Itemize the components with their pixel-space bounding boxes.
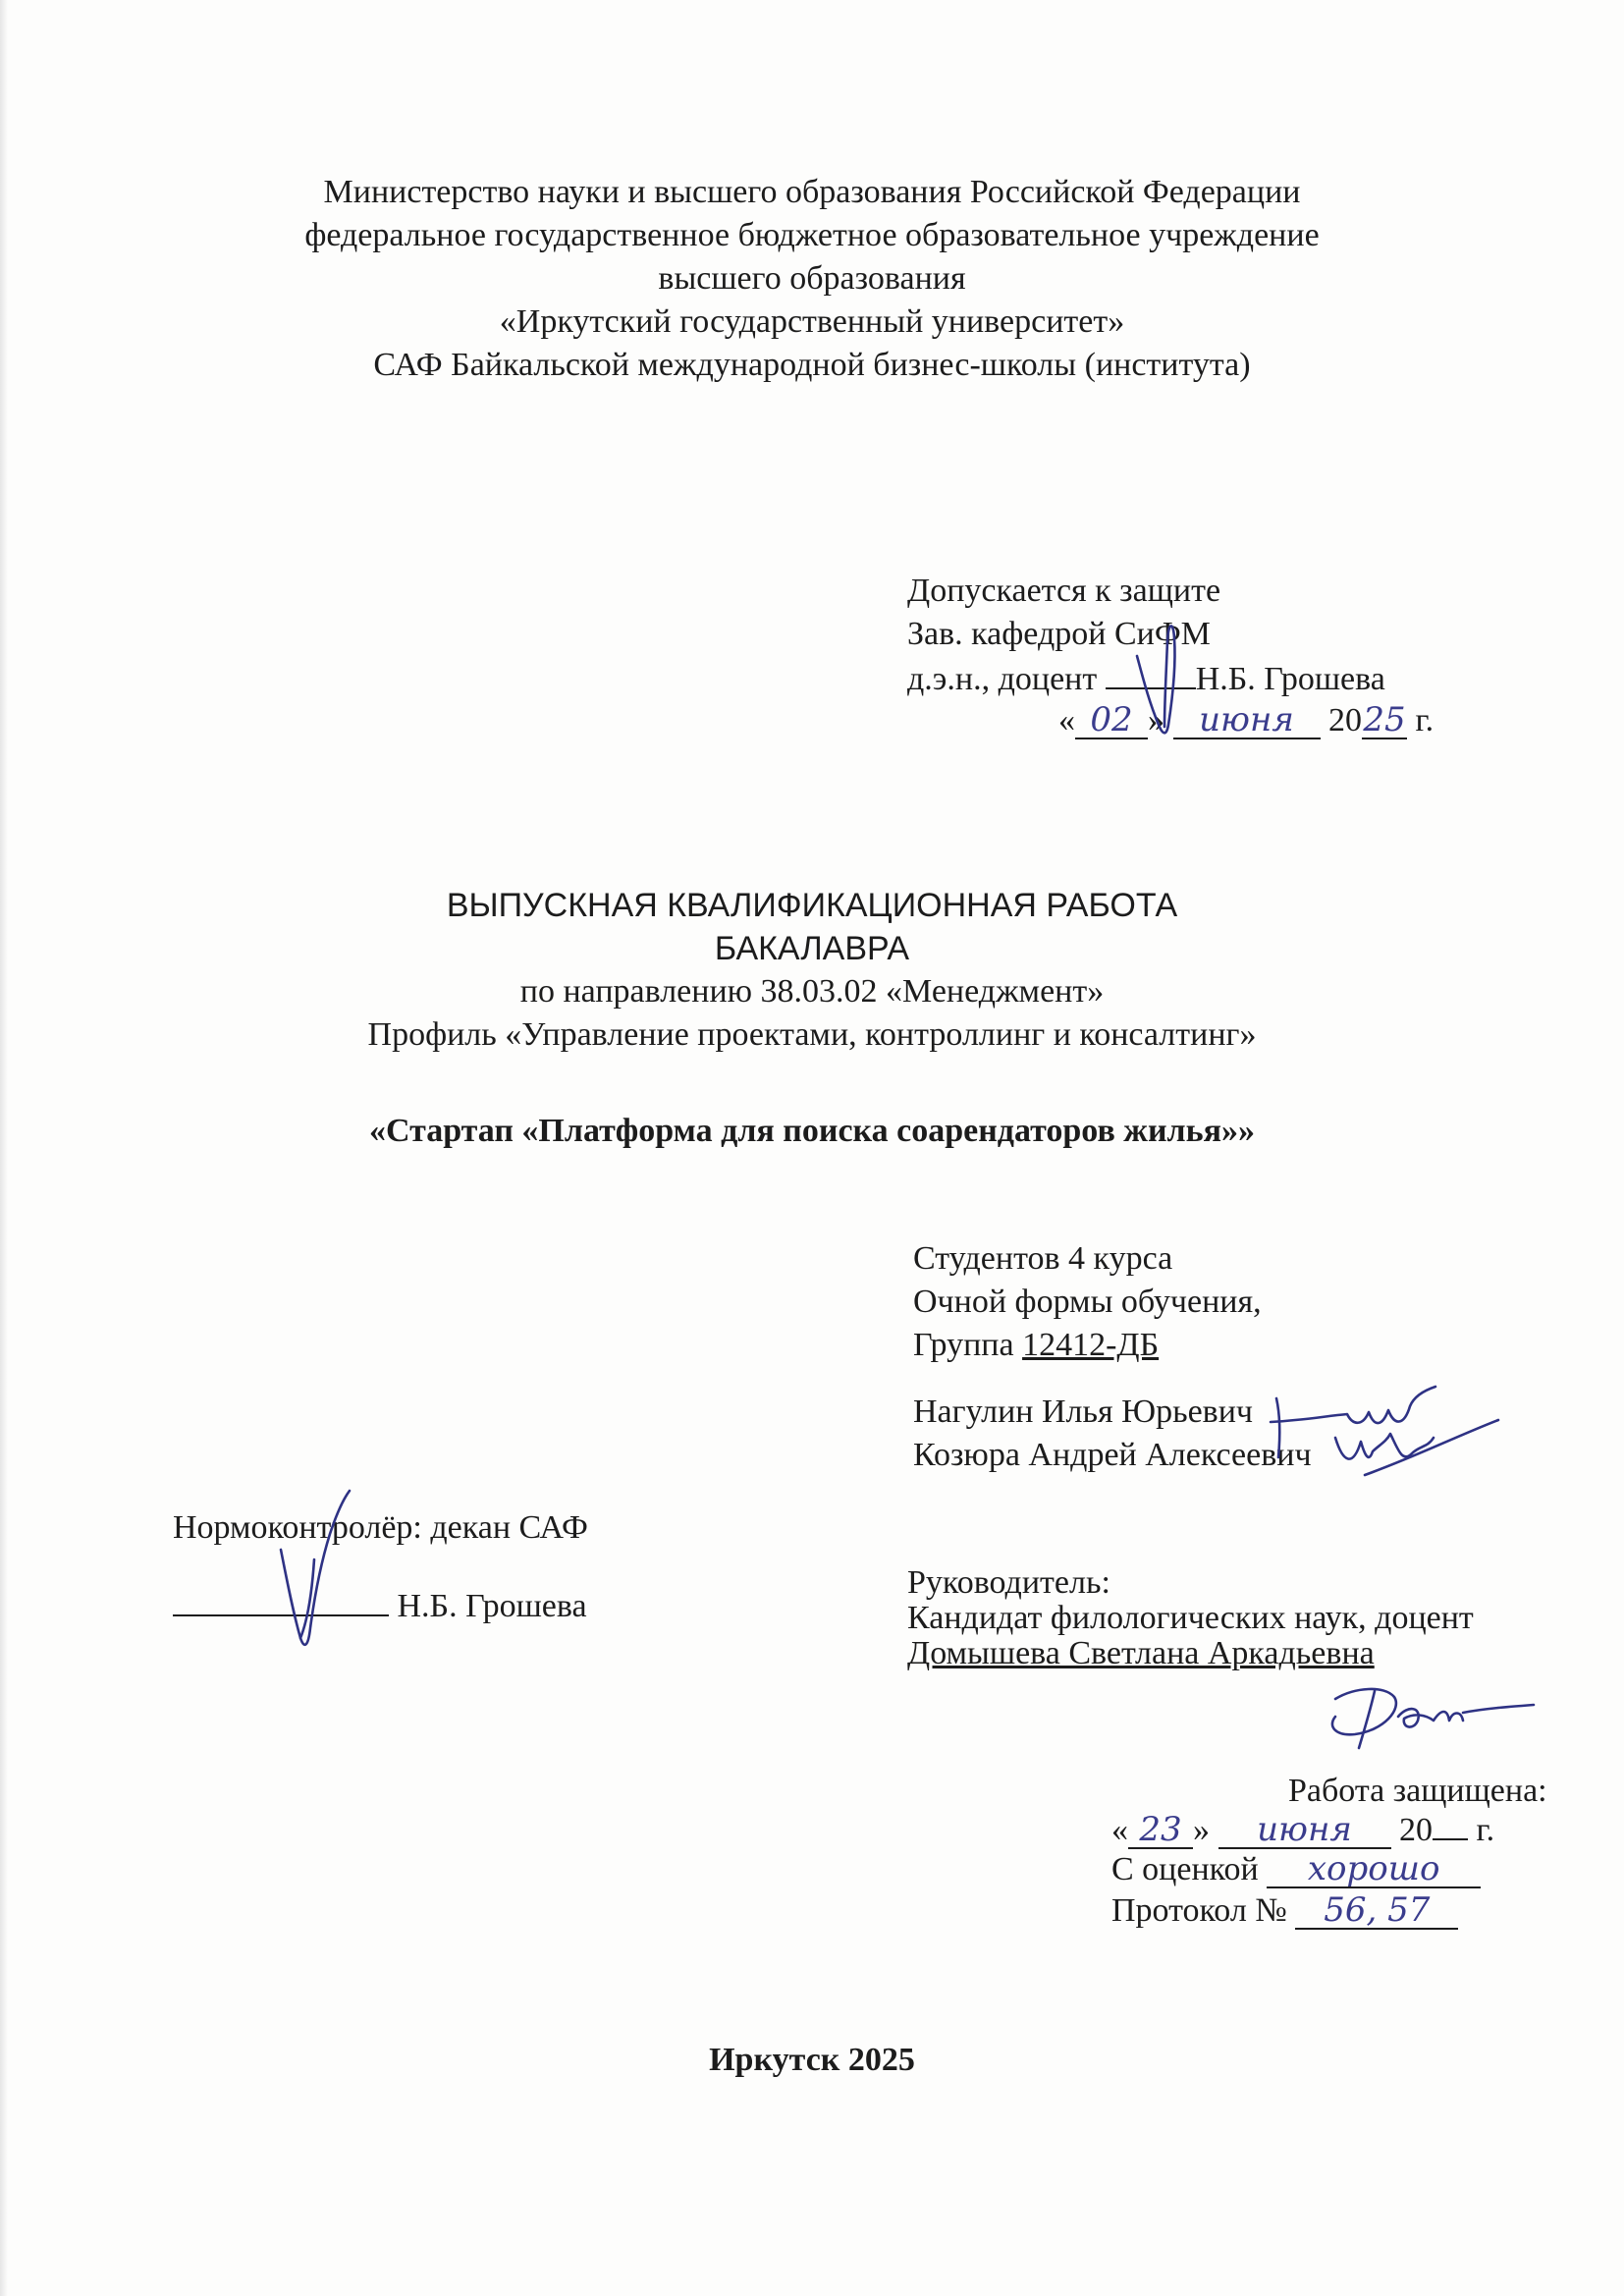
- defense-year-blank: [1433, 1809, 1468, 1840]
- student-1-name: Нагулин Илья Юрьевич: [913, 1394, 1254, 1430]
- approval-date-line: « 02 » июня 2025 г.: [1058, 700, 1435, 739]
- approval-date-day: 02: [1075, 702, 1148, 739]
- work-type-line2: БАКАЛАВРА: [714, 930, 910, 967]
- grade-value: хорошо: [1267, 1851, 1481, 1888]
- defense-date-month: июня: [1218, 1812, 1391, 1849]
- normcontrol-name: Н.Б. Грошева: [397, 1588, 587, 1624]
- normcontrol-signature: [263, 1481, 371, 1658]
- approval-name: Н.Б. Грошева: [1195, 661, 1385, 697]
- university-name: «Иркутский государственный университет»: [499, 303, 1125, 340]
- approval-date-year: 25: [1363, 700, 1406, 739]
- approval-admitted-line: Допускается к защите: [907, 573, 1221, 609]
- supervisor-label: Руководитель:: [907, 1564, 1110, 1601]
- work-type-line1: ВЫПУСКНАЯ КВАЛИФИКАЦИОННАЯ РАБОТА: [446, 887, 1178, 924]
- institution-level-line: высшего образования: [658, 260, 966, 297]
- defense-protocol-line: [1111, 1891, 1458, 1931]
- supervisor-signature: [1316, 1669, 1542, 1758]
- work-title: «Стартап «Платформа для поиска соарендаторов жилья»»: [368, 1113, 1255, 1149]
- student-2-name: Козюра Андрей Алексеевич: [913, 1437, 1312, 1473]
- supervisor-degree: Кандидат филологических наук, доцент: [907, 1600, 1474, 1636]
- faculty-name: САФ Байкальской международной бизнес-школы (института): [373, 347, 1251, 383]
- grade-label: С оценкой: [1111, 1851, 1259, 1887]
- defense-grade-line: [1111, 1850, 1481, 1889]
- defense-date-day: 23: [1128, 1812, 1193, 1849]
- approval-date-month: июня: [1173, 702, 1321, 739]
- ministry-line: Министерство науки и высшего образования Российской Федерации: [323, 174, 1301, 210]
- approval-signature: [1129, 599, 1218, 746]
- defense-label: Работа защищена:: [1288, 1773, 1547, 1809]
- students-study-form: Очной формы обучения,: [913, 1284, 1262, 1320]
- students-group-line: [913, 1326, 1159, 1365]
- approval-position: д.э.н., доцент: [907, 661, 1098, 697]
- normcontrol-signature-line: [173, 1585, 587, 1626]
- group-label: Группа: [913, 1327, 1014, 1363]
- protocol-label: Протокол №: [1111, 1892, 1287, 1929]
- direction-line: по направлению 38.03.02 «Менеджмент»: [519, 973, 1105, 1010]
- defense-date-line: « 23 » июня 20 г.: [1111, 1810, 1495, 1849]
- group-number: 12412-ДБ: [1022, 1327, 1160, 1363]
- institution-type-line: федеральное государственное бюджетное образовательное учреждение: [304, 217, 1320, 253]
- approval-head-line: Зав. кафедрой СиФМ: [907, 616, 1211, 652]
- normcontrol-label: Нормоконтролёр: декан САФ: [173, 1509, 588, 1546]
- profile-line: Профиль «Управление проектами, контроллинг и консалтинг»: [367, 1016, 1257, 1053]
- supervisor-name: Домышева Светлана Аркадьевна: [907, 1635, 1375, 1671]
- students-signatures: [1267, 1377, 1502, 1485]
- city-year: Иркутск 2025: [709, 2042, 915, 2078]
- protocol-number: 56, 57: [1295, 1892, 1458, 1930]
- students-course: Студентов 4 курса: [913, 1240, 1173, 1277]
